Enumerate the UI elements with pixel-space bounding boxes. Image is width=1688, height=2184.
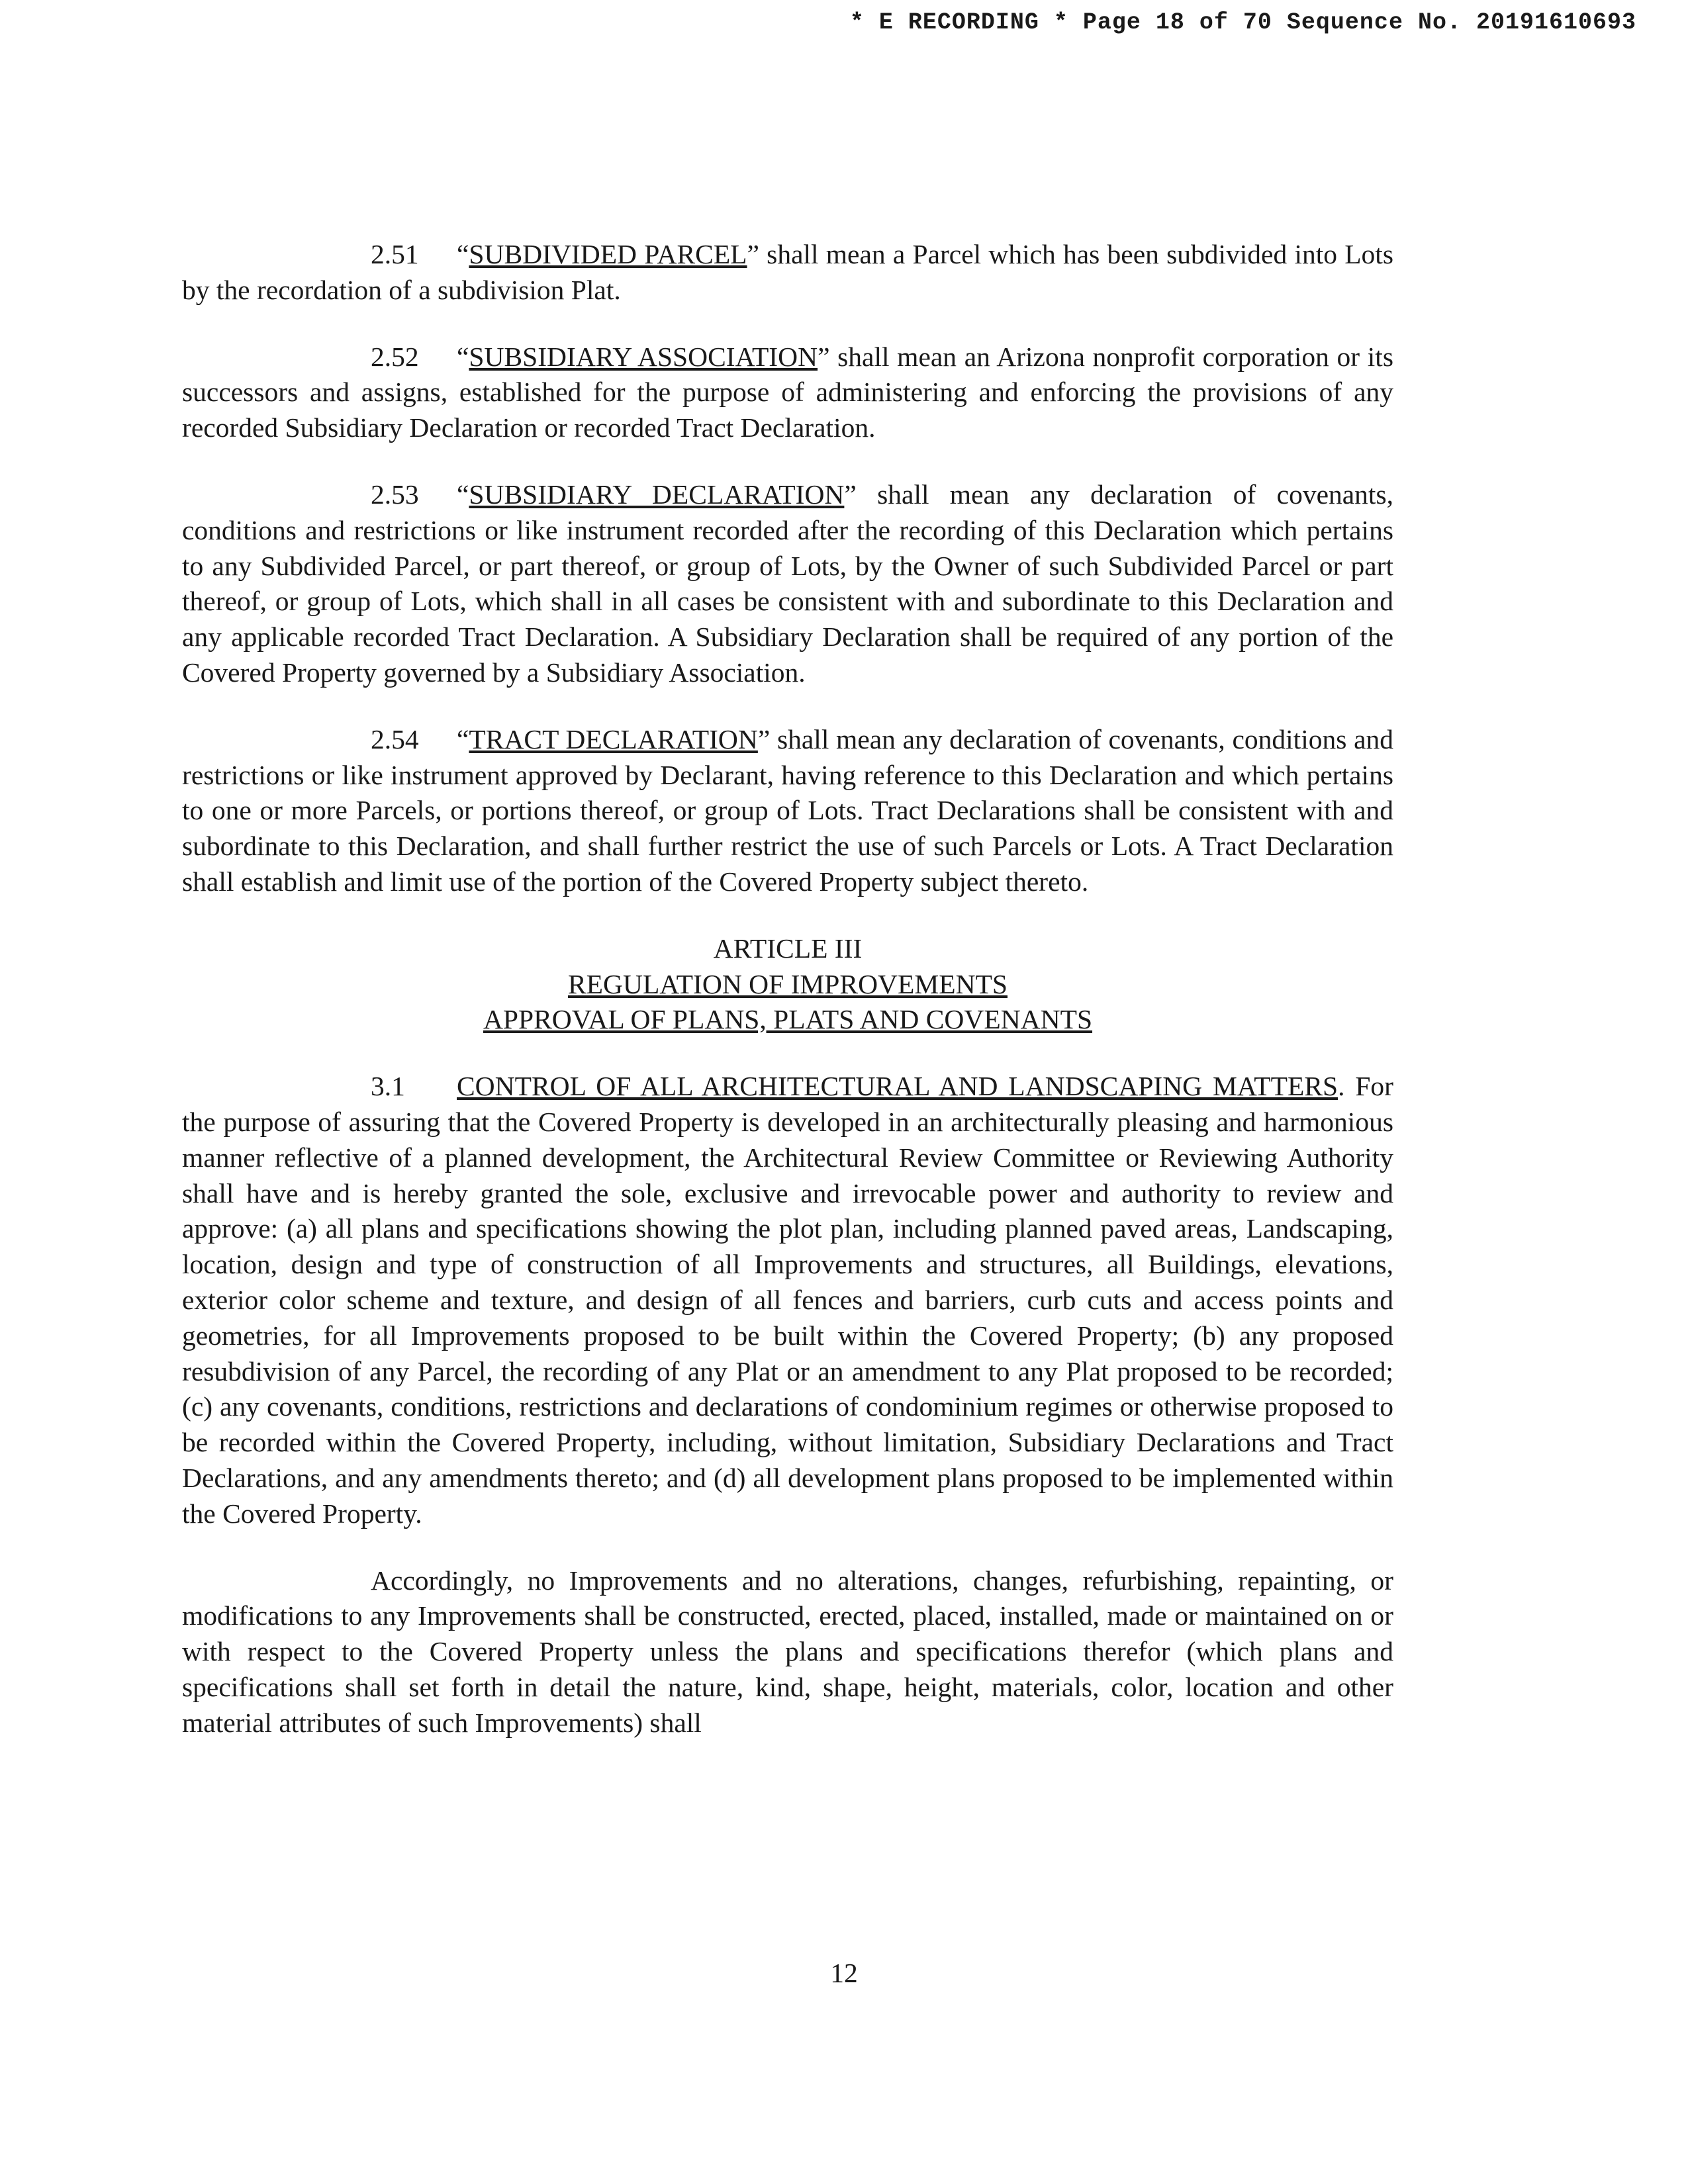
section-2-53: 2.53 “SUBSIDIARY DECLARATION” shall mean any declaration of covenants, conditions and restrictions or like instrument recorded after the recording of this Declaration which pertains to any Subdivided Parcel, or part thereof, or group of Lots, by the Owner of such Subdivided Parcel or part thereof, or group of Lots, which shall in all cases be consistent with and subordinate to this Declaration and any applicable recorded Tract Declaration. A Subsidiary Declaration shall be required of any portion of the Covered Property governed by a Subsidiary Association. (182, 477, 1393, 691)
section-2-51: 2.51 “SUBDIVIDED PARCEL” shall mean a Parcel which has been subdivided into Lots by the recordation of a subdivision Plat. (182, 237, 1393, 308)
heading-period: . (1338, 1071, 1345, 1102)
section-text: shall mean a Parcel which has been subdivided into Lots by the recordation of a subdivision Plat. (182, 239, 1393, 305)
section-number: 2.53 (371, 478, 419, 510)
section-number: 2.52 (371, 341, 419, 372)
section-heading: CONTROL OF ALL ARCHITECTURAL AND LANDSCAPING MATTERS (457, 1071, 1338, 1102)
recording-header: * E RECORDING * Page 18 of 70 Sequence No. 20191610693 (849, 9, 1636, 36)
article-heading (182, 931, 1393, 1038)
article-title-line-2: APPROVAL OF PLANS, PLATS AND COVENANTS (483, 1004, 1093, 1035)
section-text: For the purpose of assuring that the Covered Property is developed in an architecturally pleasing and harmonious manner reflective of a planned development, the Architectural Review Committee or Reviewing Authority shall have and is hereby granted the sole, exclusive and irrevocable power and authority to review and approve: (a) all plans and specifications showing the plot plan, including planned paved areas, Landscaping, location, design and type of construction of all Improvements and structures, all Buildings, elevations, exterior color scheme and texture, and design of all fences and barriers, curb cuts and access points and geometries, for all Improvements proposed to be built within the Covered Property; (b) any proposed resubdivision of any Parcel, the recording of any Plat or an amendment to any Plat proposed to be recorded; (c) any covenants, conditions, restrictions and declarations of condominium regimes or otherwise proposed to be recorded within the Covered Property, including, without limitation, Subsidiary Declarations and Tract Declarations, and any amendments thereto; and (d) all development plans proposed to be implemented within the Covered Property. (182, 1071, 1393, 1529)
article-title-line-1: REGULATION OF IMPROVEMENTS (567, 968, 1008, 999)
defined-term: SUBDIVIDED PARCEL (469, 239, 747, 269)
section-number: 3.1 (371, 1071, 405, 1102)
section-2-54: 2.54 “TRACT DECLARATION” shall mean any declaration of covenants, conditions and restrictions or like instrument approved by Declarant, having reference to this Declaration and which pertains to one or more Parcels, or portions thereof, or group of Lots. Tract Declarations shall be consistent with and subordinate to this Declaration, and shall further restrict the use of such Parcels or Lots. A Tract Declaration shall establish and limit use of the portion of the Covered Property subject thereto. (182, 722, 1393, 900)
section-number: 2.51 (371, 239, 419, 269)
section-text: shall mean any declaration of covenants, conditions and restrictions or like instrument approved by Declarant, having reference to this Declaration and which pertains to one or more Parcels, or portions thereof, or group of Lots. Tract Declarations shall be consistent with and subordinate to this Declaration, and shall further restrict the use of such Parcels or Lots. A Tract Declaration shall establish and limit use of the portion of the Covered Property subject thereto. (182, 723, 1393, 897)
article-number: ARTICLE III (713, 933, 863, 964)
section-number: 2.54 (371, 723, 419, 754)
defined-term: SUBSIDIARY ASSOCIATION (469, 341, 818, 372)
document-body (182, 237, 1393, 1772)
defined-term: TRACT DECLARATION (469, 723, 758, 754)
accordingly-paragraph: Accordingly, no Improvements and no alterations, changes, refurbishing, repainting, or modifications to any Improvements shall be constructed, erected, placed, installed, made or maintained on or with respect to the Covered Property unless the plans and specifications therefor (which plans and specifications shall set forth in detail the nature, kind, shape, height, materials, color, location and other material attributes of such Improvements) shall (182, 1565, 1393, 1738)
defined-term: SUBSIDIARY DECLARATION (469, 478, 845, 510)
section-3-1 (182, 1069, 1393, 1531)
section-text: shall mean any declaration of covenants, conditions and restrictions or like instrument recorded after the recording of this Declaration which pertains to any Subdivided Parcel, or part thereof, or group of Lots, by the Owner of such Subdivided Parcel or part thereof, or group of Lots, which shall in all cases be consistent with and subordinate to this Declaration and any applicable recorded Tract Declaration. A Subsidiary Declaration shall be required of any portion of the Covered Property governed by a Subsidiary Association. (182, 478, 1393, 688)
section-2-52: 2.52 “SUBSIDIARY ASSOCIATION” shall mean an Arizona nonprofit corporation or its successors and assigns, established for the purpose of administering and enforcing the provisions of any recorded Subsidiary Declaration or recorded Tract Declaration. (182, 340, 1393, 446)
page-number: 12 (830, 1958, 858, 1988)
section-text: shall mean an Arizona nonprofit corporation or its successors and assigns, established for the purpose of administering and enforcing the provisions of any recorded Subsidiary Declaration or recorded Tract Declaration. (182, 341, 1393, 443)
